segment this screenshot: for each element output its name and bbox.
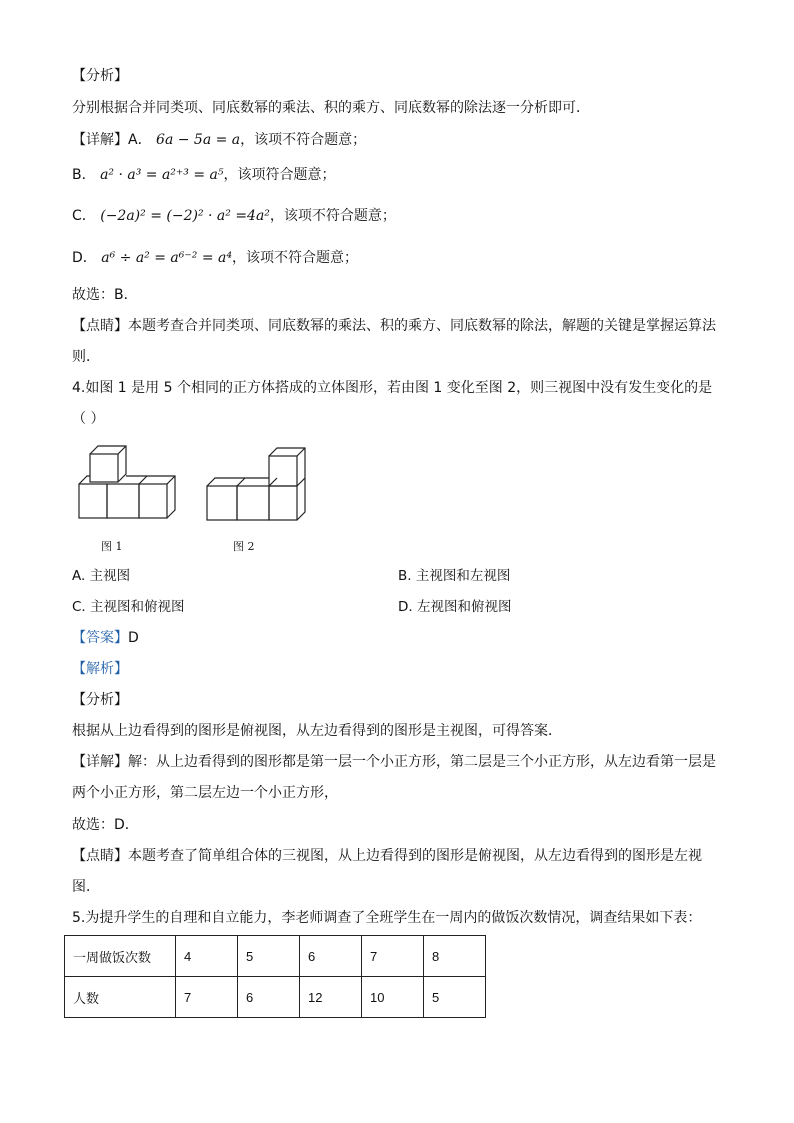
table-cell: 6 — [300, 936, 362, 977]
q4-choose: 故选：D． — [72, 817, 139, 833]
table-cell: 12 — [300, 977, 362, 1018]
figure-1-caption: 图 1 — [101, 540, 123, 553]
q4-comment-line1 — [72, 846, 702, 866]
q3-detail-a-note: ，该项不符合题意； — [240, 132, 367, 148]
q4-option-d: D. 左视图和俯视图 — [398, 599, 512, 615]
table-cell: 5 — [424, 977, 486, 1018]
table-cell: 7 — [362, 936, 424, 977]
q4-stem-line1: 4.如图 1 是用 5 个相同的正方体搭成的立体图形，若由图 1 变化至图 2，则三视图中没有发生变化的是 — [72, 380, 713, 396]
table-cell: 4 — [176, 936, 238, 977]
q4-comment-line2: 图． — [72, 879, 100, 895]
q4-analysis-tag: 【分析】 — [72, 692, 128, 708]
q3-analysis-tag: 【分析】 — [72, 68, 128, 84]
table-cell: 10 — [362, 977, 424, 1018]
figure-1-cubes — [76, 442, 186, 524]
table-header-cell: 一周做饭次数 — [65, 936, 176, 977]
q3-option-c-prefix: C． — [72, 208, 96, 224]
table-row — [65, 936, 486, 977]
q3-option-a-prefix: A． — [128, 132, 152, 148]
q4-option-b: B. 主视图和左视图 — [398, 568, 511, 584]
q3-detail-a — [72, 130, 366, 150]
figure-2-cubes — [204, 446, 310, 526]
q3-detail-b-note: ，该项符合题意； — [223, 167, 336, 183]
q4-comment-text: 本题考查了简单组合体的三视图，从上边看得到的图形是俯视图，从左边看得到的图形是左视 — [128, 848, 702, 864]
q3-comment-text: 本题考查合并同类项、同底数幂的乘法、积的乘方、同底数幂的除法，解题的关键是掌握运算法 — [128, 318, 716, 334]
q5-stem: 5.为提升学生的自理和自立能力，李老师调查了全班学生在一周内的做饭次数情况，调查结果如下表： — [72, 910, 702, 926]
q3-detail-d-note: ，该项不符合题意； — [231, 250, 358, 266]
q4-option-a: A. 主视图 — [72, 568, 131, 584]
q5-data-table — [64, 935, 486, 1018]
q4-jiexi-tag: 【解析】 — [72, 661, 128, 677]
q4-answer-value: D — [128, 630, 139, 646]
q3-detail-c-formula: (−2a)² = (−2)² · a² =4a² — [100, 208, 270, 224]
table-cell: 7 — [176, 977, 238, 1018]
q4-comment-tag: 【点睛】 — [72, 848, 128, 864]
q3-option-b-prefix: B． — [72, 167, 96, 183]
q3-option-d-prefix: D． — [72, 250, 97, 266]
q3-comment-line1 — [72, 316, 716, 336]
q4-detail-tag: 【详解】 — [72, 754, 128, 770]
q3-detail-b-formula: a² · a³ = a²⁺³ = a⁵ — [100, 167, 224, 183]
figure-2-caption: 图 2 — [233, 540, 255, 553]
table-cell: 8 — [424, 936, 486, 977]
q3-comment-tag: 【点睛】 — [72, 318, 128, 334]
q3-detail-d-formula: a⁶ ÷ a² = a⁶⁻² = a⁴ — [101, 250, 232, 266]
q3-comment-line2: 则． — [72, 349, 100, 365]
q4-detail-line1 — [72, 752, 716, 772]
q3-detail-a-formula: 6a − 5a = a — [156, 132, 241, 148]
q4-stem-line2: （ ） — [72, 411, 105, 427]
q3-detail-c-note: ，该项不符合题意； — [269, 208, 396, 224]
q4-detail-text: 解：从上边看得到的图形都是第一层一个小正方形，第二层是三个小正方形，从左边看第一层是 — [128, 754, 716, 770]
q4-answer-tag: 【答案】 — [72, 630, 128, 646]
q3-choose: 故选：B． — [72, 287, 138, 303]
q3-analysis-text: 分别根据合并同类项、同底数幂的乘法、积的乘方、同底数幂的除法逐一分析即可． — [72, 100, 590, 116]
table-header-cell: 人数 — [65, 977, 176, 1018]
q3-detail-b — [72, 165, 336, 185]
q3-detail-tag: 【详解】 — [72, 132, 128, 148]
q4-option-c: C. 主视图和俯视图 — [72, 599, 185, 615]
table-row — [65, 977, 486, 1018]
q4-detail-line2: 两个小正方形，第二层左边一个小正方形， — [72, 785, 338, 801]
q3-detail-d — [72, 248, 358, 268]
table-cell: 6 — [238, 977, 300, 1018]
q3-detail-c — [72, 206, 396, 226]
table-cell: 5 — [238, 936, 300, 977]
q4-answer — [72, 628, 139, 648]
q4-analysis-text: 根据从上边看得到的图形是俯视图，从左边看得到的图形是主视图，可得答案． — [72, 723, 562, 739]
